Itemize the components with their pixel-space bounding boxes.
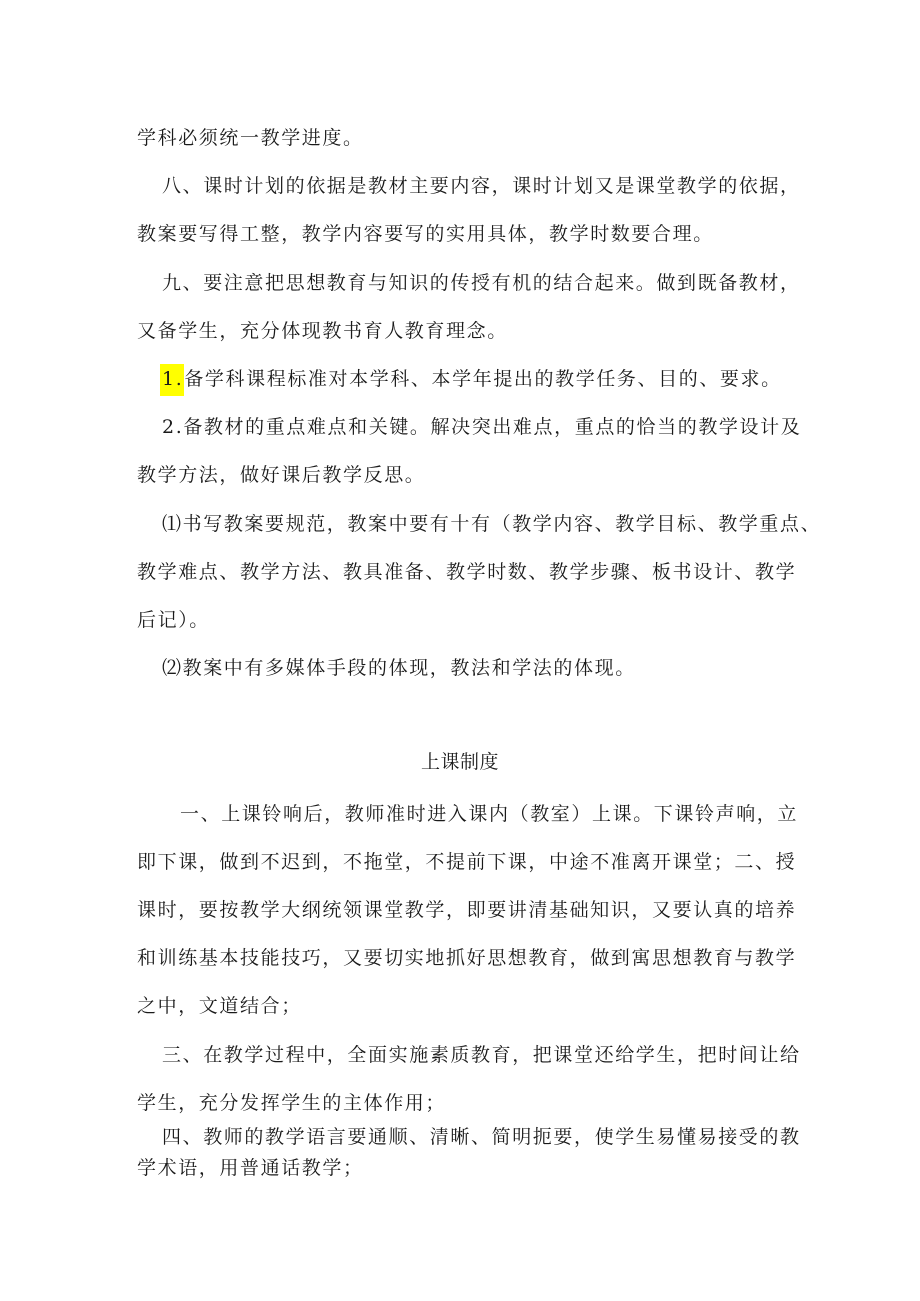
paragraph-line: 和训练基本技能技巧，又要切实地抓好思想教育，做到寓思想教育与教学 xyxy=(137,947,797,969)
sub-item-1: ⑴书写教案要规范，教案中要有十有（教学内容、教学目标、教学重点、 xyxy=(162,513,822,535)
text-line: 又备学生，充分体现教书育人教育理念。 xyxy=(137,320,508,342)
paragraph-line: 学生，充分发挥学生的主体作用； xyxy=(137,1092,447,1114)
paragraph-line: 课时，要按教学大纲统领课堂教学，即要讲清基础知识，又要认真的培养 xyxy=(137,899,797,921)
section-title: 上课制度 xyxy=(420,751,499,773)
paragraph-line: 即下课，做到不迟到，不拖堂，不提前下课，中途不准离开课堂；二、授 xyxy=(137,851,797,873)
paragraph-line: 一、上课铃响后，教师准时进入课内（教室）上课。下课铃声响，立 xyxy=(180,803,799,825)
text-line: 教案要写得工整，教学内容要写的实用具体，教学时数要合理。 xyxy=(137,223,714,245)
text-line: 九、要注意把思想教育与知识的传授有机的结合起来。做到既备教材， xyxy=(162,272,801,294)
list-item-text: 备学科课程标准对本学科、本学年提出的教学任务、目的、要求。 xyxy=(184,368,782,390)
highlighted-number: 1. xyxy=(160,364,184,396)
list-item-2: 2.备教材的重点难点和关键。解决突出难点，重点的恰当的教学设计及 xyxy=(162,416,802,438)
text-line: 教学难点、教学方法、教具准备、教学时数、教学步骤、板书设计、教学 xyxy=(137,561,797,583)
text-line: 后记）。 xyxy=(137,609,210,631)
paragraph-line: 四、教师的教学语言要通顺、清晰、简明扼要，使学生易懂易接受的教 xyxy=(162,1126,801,1148)
list-item-1 xyxy=(160,366,782,392)
paragraph-line: 学术语，用普通话教学； xyxy=(137,1157,364,1179)
text-line: 八、课时计划的依据是教材主要内容，课时计划又是课堂教学的依据， xyxy=(162,175,801,197)
text-line: 学科必须统一教学进度。 xyxy=(137,127,364,149)
sub-item-2: ⑵教案中有多媒体手段的体现，教法和学法的体现。 xyxy=(162,657,636,679)
text-line: 教学方法，做好课后教学反思。 xyxy=(137,464,426,486)
paragraph-line: 三、在教学过程中，全面实施素质教育，把课堂还给学生，把时间让给 xyxy=(162,1044,801,1066)
paragraph-line: 之中，文道结合； xyxy=(137,995,302,1017)
